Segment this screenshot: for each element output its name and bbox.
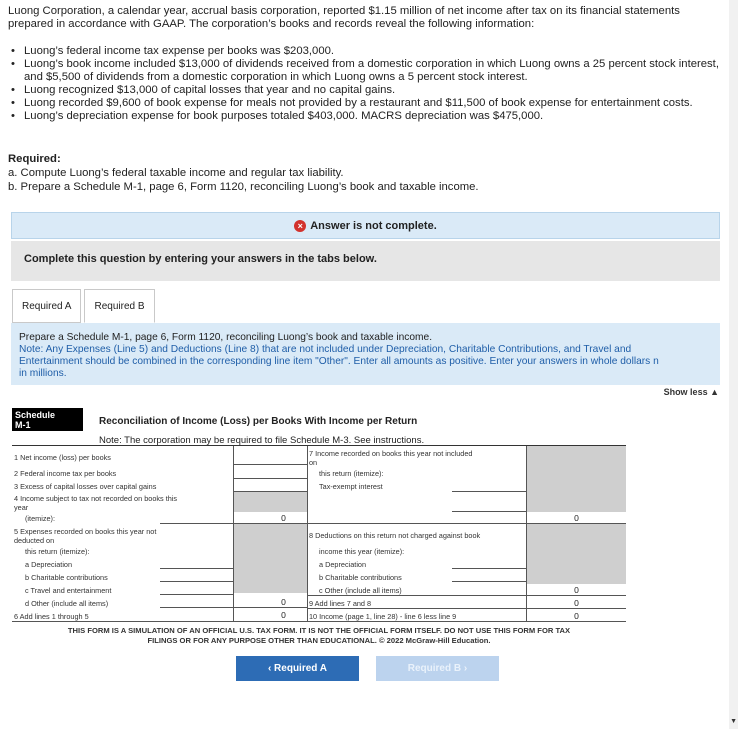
line-8c-total: 0 bbox=[574, 585, 579, 595]
schedule-label-line1: Schedule bbox=[15, 410, 56, 420]
line-7-other-input[interactable] bbox=[453, 500, 525, 511]
line-8b-label: b Charitable contributions bbox=[319, 573, 402, 582]
fact-item: • Luong’s book income included $13,000 of dividends received from a domestic corporation in which Luong owns a 25 percent stock interest, and $5,500 of dividends from a domestic corporation in which Luong owns a 5 percent stock interest. bbox=[8, 58, 720, 84]
line-2-label: 2 Federal income tax per books bbox=[14, 469, 117, 478]
line-5c-input[interactable] bbox=[161, 583, 233, 594]
fact-item: • Luong recognized $13,000 of capital losses that year and no capital gains. bbox=[8, 84, 720, 97]
rule bbox=[233, 523, 307, 524]
shaded-cell bbox=[526, 524, 626, 584]
required-b-text: b. Prepare a Schedule M-1, page 6, Form 1120, reconciling Luong’s book and taxable income. bbox=[8, 181, 479, 193]
prev-required-a-button[interactable]: ‹ Required A bbox=[236, 656, 359, 681]
rule bbox=[233, 464, 307, 465]
reconciliation-title: Reconciliation of Income (Loss) per Books With Income per Return bbox=[99, 416, 418, 427]
line-2-input[interactable] bbox=[234, 466, 306, 477]
fact-item: • Luong recorded $9,600 of book expense for meals not provided by a restaurant and $11,500 of book expense for entertainment costs. bbox=[8, 97, 720, 110]
line-5d-label: d Other (include all items) bbox=[25, 599, 109, 608]
tax-exempt-interest-input[interactable] bbox=[453, 480, 525, 491]
line-5b-input[interactable] bbox=[161, 570, 233, 581]
line-8-itemize: income this year (itemize): bbox=[319, 547, 405, 556]
rule bbox=[452, 581, 526, 582]
line-3-label: 3 Excess of capital losses over capital gains bbox=[14, 482, 157, 491]
fact-item: • Luong’s depreciation expense for book purposes totaled $403,000. MACRS depreciation was $475,000. bbox=[8, 110, 720, 123]
required-a-text: a. Compute Luong’s federal taxable income and regular tax liability. bbox=[8, 167, 344, 179]
line-8a-label: a Depreciation bbox=[319, 560, 367, 569]
instructions-note: Note: Any Expenses (Line 5) and Deductions (Line 8) that are not included under Depreciation, Charitable Contributions, and Travel and Entertainment should be combined in the corresponding line item "Other". Enter all amounts as positive. Enter your answers in whole dollars n in millions. bbox=[19, 344, 659, 379]
line-1-label: 1 Net income (loss) per books bbox=[14, 453, 111, 462]
instructions-panel bbox=[11, 323, 720, 385]
line-7-itemize: this return (itemize): bbox=[319, 469, 384, 478]
rule bbox=[452, 491, 526, 492]
line-8c-label: c Other (include all items) bbox=[319, 586, 402, 595]
line-3-input[interactable] bbox=[234, 480, 306, 491]
answer-status-banner bbox=[11, 212, 720, 239]
line-10-label: 10 Income (page 1, line 28) - line 6 less line 9 bbox=[309, 612, 457, 621]
form-disclaimer bbox=[12, 626, 626, 645]
rule bbox=[160, 594, 233, 595]
line-10-total: 0 bbox=[574, 611, 579, 621]
rule bbox=[160, 607, 233, 608]
line-9-total: 0 bbox=[574, 598, 579, 608]
show-less-link[interactable]: Show less ▲ bbox=[663, 387, 719, 397]
rule bbox=[233, 607, 307, 608]
line-5d-total: 0 bbox=[281, 597, 286, 607]
rule bbox=[12, 621, 626, 622]
complete-question-box bbox=[11, 241, 720, 281]
tax-exempt-interest-label: Tax-exempt interest bbox=[319, 482, 383, 491]
line-7-label-cont: on bbox=[309, 458, 318, 467]
facts-list bbox=[8, 45, 720, 123]
line-4-itemize-input[interactable] bbox=[40, 513, 160, 524]
problem-intro: Luong Corporation, a calendar year, accrual basis corporation, reported $1.15 million of net income after tax on its financial statements prepared in accordance with GAAP. The corporation’s books and records reveal the following information: bbox=[8, 5, 680, 30]
line-8a-input[interactable] bbox=[453, 557, 525, 568]
required-heading: Required: bbox=[8, 153, 61, 165]
rule bbox=[307, 595, 626, 596]
rule bbox=[160, 523, 233, 524]
line-5a-input[interactable] bbox=[161, 557, 233, 568]
rule bbox=[233, 478, 307, 479]
complete-question-text: Complete this question by entering your answers in the tabs below. bbox=[24, 253, 377, 265]
schedule-label bbox=[12, 408, 83, 431]
line-5b-label: b Charitable contributions bbox=[25, 573, 108, 582]
line-9-label: 9 Add lines 7 and 8 bbox=[309, 599, 372, 608]
line-6-total: 0 bbox=[281, 610, 286, 620]
line-7-label: 7 Income recorded on books this year not included bbox=[309, 449, 473, 458]
line-6-label: 6 Add lines 1 through 5 bbox=[14, 612, 89, 621]
rule bbox=[452, 568, 526, 569]
line-4-itemize: (itemize): bbox=[25, 514, 55, 523]
required-section bbox=[8, 152, 479, 194]
instructions-title: Prepare a Schedule M-1, page 6, Form 1120, reconciling Luong’s book and taxable income. bbox=[19, 332, 433, 343]
line-7-total: 0 bbox=[574, 513, 579, 523]
line-4-label: 4 Income subject to tax not recorded on books this bbox=[14, 494, 178, 503]
line-5c-label: c Travel and entertainment bbox=[25, 586, 112, 595]
rule bbox=[307, 523, 626, 524]
shaded-cell bbox=[526, 446, 626, 512]
error-x-icon: × bbox=[294, 220, 306, 232]
fact-item: • Luong’s federal income tax expense per books was $203,000. bbox=[8, 45, 720, 58]
line-8-label: 8 Deductions on this return not charged against book bbox=[309, 531, 481, 540]
line-5-itemize: this return (itemize): bbox=[25, 547, 90, 556]
tab-required-b[interactable]: Required B bbox=[84, 289, 154, 323]
schedule-label-line2: M-1 bbox=[15, 420, 31, 430]
next-required-b-button[interactable]: Required B › bbox=[376, 656, 499, 681]
rule bbox=[160, 568, 233, 569]
reconciliation-note: Note: The corporation may be required to file Schedule M-3. See instructions. bbox=[99, 435, 425, 446]
scroll-down-icon[interactable]: ▼ bbox=[730, 718, 737, 725]
line-4-label-cont: year bbox=[14, 503, 29, 512]
rule bbox=[160, 581, 233, 582]
shaded-cell bbox=[233, 492, 307, 512]
rule bbox=[452, 511, 526, 512]
line-4-total: 0 bbox=[281, 513, 286, 523]
line-5a-label: a Depreciation bbox=[25, 560, 73, 569]
shaded-cell bbox=[233, 524, 307, 593]
line-8b-input[interactable] bbox=[453, 570, 525, 581]
scrollbar[interactable] bbox=[729, 0, 738, 729]
line-5-label-cont: deducted on bbox=[14, 536, 55, 545]
answer-tabs bbox=[12, 289, 155, 323]
tab-required-a[interactable]: Required A bbox=[12, 289, 81, 323]
disclaimer-line-2: FILINGS OR FOR ANY PURPOSE OTHER THAN EDUCATIONAL. © 2022 McGraw-Hill Education. bbox=[147, 635, 491, 645]
rule bbox=[233, 491, 307, 492]
disclaimer-line-1: THIS FORM IS A SIMULATION OF AN OFFICIAL U.S. TAX FORM. IT IS NOT THE OFFICIAL FORM ITSELF. DO NOT USE THIS FORM FOR TAX bbox=[67, 626, 571, 635]
rule bbox=[307, 608, 626, 609]
answer-status-text: Answer is not complete. bbox=[310, 219, 437, 232]
line-5-label: 5 Expenses recorded on books this year not bbox=[14, 527, 157, 536]
